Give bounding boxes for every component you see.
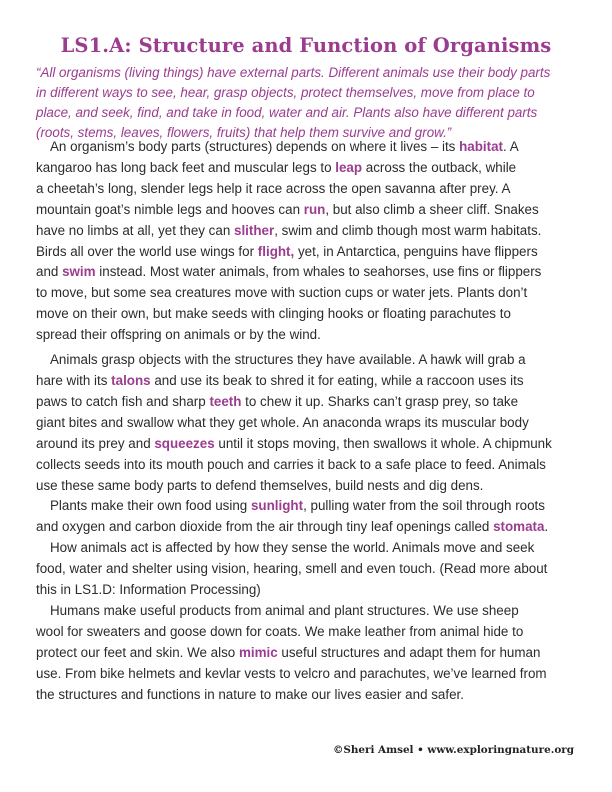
text-line: Humans make useful products from animal and plant structures. We use sheep (50, 602, 519, 618)
text-line: and oxygen and carbon dioxide from the air through tiny leaf openings called stomata. (36, 519, 549, 535)
paragraph-humans (36, 601, 584, 706)
text-line: An organism’s body parts (structures) depends on where it lives – its habitat. A (50, 139, 519, 154)
quote-line: (roots, stems, leaves, flowers, fruits) that help them survive and grow.” (36, 125, 452, 140)
text-line: How animals act is affected by how they sense the world. Animals move and seek (50, 540, 535, 556)
text-line: paws to catch fish and sharp teeth to chew it up. Sharks can’t grasp prey, so take (36, 393, 519, 409)
text-line: Animals grasp objects with the structures they have available. A hawk will grab a (50, 352, 526, 368)
text-line: spread their offspring on animals or by the wind. (36, 327, 321, 343)
text-line: around its prey and squeezes until it stops moving, then swallows it whole. A chipmunk (36, 435, 552, 451)
text-line: a cheetah’s long, slender legs help it race across the open savanna after prey. A (36, 180, 511, 196)
keyword-swim: swim (62, 264, 96, 280)
keyword-stomata: stomata (493, 519, 545, 535)
quote-line: place, and seek, find, and take in food, water and air. Plants also have different parts (36, 105, 538, 120)
keyword-habitat: habitat (459, 139, 504, 154)
paragraph-grasp (36, 350, 584, 496)
text-line: Plants make their own food using sunlight, pulling water from the soil through roots (50, 498, 545, 514)
text-line: food, water and shelter using vision, hearing, smell and even touch. (Read more about (36, 561, 548, 577)
paragraph-senses (36, 538, 584, 601)
text-line: collects seeds into its mouth pouch and carries it back to a safe place to feed. Animals (36, 456, 546, 472)
text-line: giant bites and swallow what they get whole. An anaconda wraps its muscular body (36, 414, 529, 430)
keyword-slither: slither (234, 222, 275, 238)
standard-quote (36, 63, 584, 143)
keyword-flight: flight, (257, 243, 295, 259)
keyword-squeezes: squeezes (154, 435, 215, 451)
quote-line: “All organisms (living things) have external parts. Different animals use their body parts (36, 65, 551, 80)
text-line: the structures and functions in nature to make our lives easier and safer. (36, 686, 464, 702)
keyword-talons: talons (111, 372, 151, 388)
article-body (36, 137, 584, 705)
text-line: have no limbs at all, yet they can slither, swim and climb though most warm habitats. (36, 222, 542, 238)
text-line: wool for sweaters and goose down for coats. We make leather from animal hide to (36, 623, 524, 639)
text-line: Birds all over the world use wings for flight, yet, in Antarctica, penguins have flippers (36, 243, 538, 259)
text-line: to move, but some sea creatures move with suction cups or water jets. Plants don’t (36, 285, 528, 301)
text-line: protect our feet and skin. We also mimic useful structures and adapt them for human (36, 644, 541, 660)
keyword-leap: leap (335, 159, 363, 175)
keyword-sunlight: sunlight (250, 498, 304, 514)
paragraph-movement (36, 137, 584, 346)
text-line: hare with its talons and use its beak to shred it for eating, while a raccoon uses its (36, 372, 524, 388)
text-line: kangaroo has long back feet and muscular legs to leap across the outback, while (36, 159, 517, 175)
keyword-teeth: teeth (209, 393, 242, 409)
paragraph-plants (36, 496, 584, 538)
text-line: move on their own, but make seeds with clinging hooks or floating parachutes to (36, 306, 511, 322)
keyword-mimic: mimic (238, 644, 278, 660)
quote-line: in different ways to see, hear, grasp objects, protect themselves, move from place to (36, 85, 535, 100)
text-line: use. From bike helmets and kevlar vests to velcro and parachutes, we’ve learned from (36, 665, 547, 681)
text-line: mountain goat’s nimble legs and hooves can run, but also climb a sheer cliff. Snakes (36, 201, 539, 217)
text-line: use these same body parts to defend themselves, build nests and dig dens. (36, 477, 484, 493)
text-line: this in LS1.D: Information Processing) (36, 582, 261, 598)
copyright-footer: ©Sheri Amsel • www.exploringnature.org (332, 744, 574, 756)
keyword-run: run (303, 201, 326, 217)
text-line: and swim instead. Most water animals, from whales to seahorses, use fins or flippers (36, 264, 542, 280)
page-title: LS1.A: Structure and Function of Organisms (60, 34, 552, 57)
